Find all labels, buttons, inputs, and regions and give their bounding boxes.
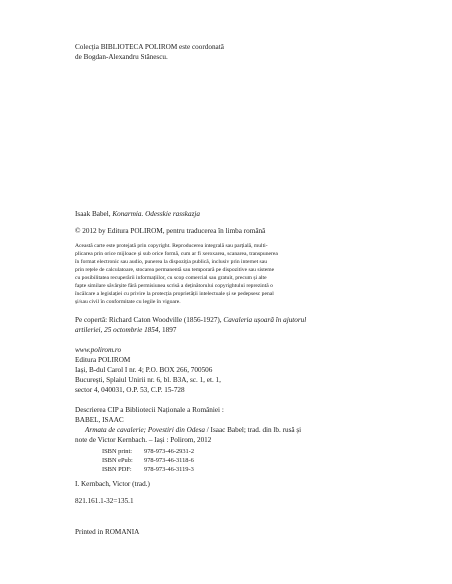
isbn-row: ISBN PDF: 978-973-46-3119-3 [102,466,194,473]
original-title [75,209,395,219]
rights-line: prin rețele de calculatoare, stocarea permanentă sau temporară pe dispozitive sau sisteme [75,267,275,273]
rights-notice [75,242,395,306]
cip-heading: Descrierea CIP a Bibliotecii Naționale a României : [75,406,224,414]
publisher-line: București, Splaiul Unirii nr. 6, bl. B3A, sc. 1, et. 1, [75,376,221,384]
rights-line: fapte similare săvârșite fără permisiunea scrisă a deținătorului copyrightului reprezintă o [75,283,273,289]
cip-translator: I. Kernbach, Victor (trad.) [75,480,150,488]
rights-line: Această carte este protejată prin copyright. Reproducerea integrală sau parțială, multi- [75,243,268,249]
rights-line: plicarea prin orice mijloace și sub orice formă, cum ar fi xeroxarea, scanarea, transpunerea [75,251,278,257]
publisher-url: www.polirom.ro [75,346,122,354]
cip-classification: 821.161.1-32=135.1 [75,497,134,505]
series-line-1: Colecția BIBLIOTECA POLIROM este coordonată [75,43,224,51]
isbn-row: ISBN ePub: 978-973-46-3118-6 [102,457,194,464]
original-author: Isaak Babel, [75,210,113,218]
cip-desc-line-2: note de Victor Kernbach. – Iași : Polirom, 2012 [75,436,212,444]
printed-in: Printed in ROMANIA [75,528,140,536]
original-title-text: Konarmia. Odesskie rasskazja [112,210,200,218]
cip-author: BABEL, ISAAC [75,416,124,424]
publisher-line: sector 4, 040031, O.P. 53, C.P. 15-728 [75,386,185,394]
copyright-line: © 2012 by Editura POLIROM, pentru traducerea în limba română [75,227,266,235]
cip-description: Descrierea CIP a Bibliotecii Naționale a României : BABEL, ISAAC Armata de cavalerie; Povestiri din Odesa / Isaac Babel; trad. din lb. rusă și note de Victor Kernbach. – Iași : Polirom, 2012 ISBN print: 978-973-46-2931-2 ISBN ePub: 978-973-46-3118-6 ISBN PDF: 978-973-46-3119-3 I. Kernbach, Victor (trad.) 821.161.1-32=135.1 [75,405,395,506]
series-note [75,42,395,62]
publisher-line: Editura POLIROM [75,356,131,364]
publisher-line: Iași, B-dul Carol I nr. 4; P.O. BOX 266, 700506 [75,366,213,374]
rights-line: încălcare a legislației cu privire la protecția proprietății intelectuale și se pedepsesc penal [75,291,274,297]
rights-line: în format electronic sau audio, punerea la dispoziția publică, inclusiv prin internet sau [75,259,267,265]
cip-book-title: Armata de cavalerie; Povestiri din Odesa [85,426,205,434]
cover-credit: Pe copertă: Richard Caton Woodville (1856-1927), Cavaleria ușoară în ajutorul artileriei, 25 octombrie 1854, 1897 [75,316,307,334]
rights-line: și/sau civil în conformitate cu legile în vigoare. [75,299,181,305]
rights-line: cu posibilitatea recuperării informațiilor, cu scop comercial sau gratuit, precum și alte [75,275,267,281]
series-line-2: de Bogdan-Alexandru Stănescu. [75,53,168,61]
isbn-row: ISBN print: 978-973-46-2931-2 [102,448,195,455]
publisher-info [75,345,395,395]
